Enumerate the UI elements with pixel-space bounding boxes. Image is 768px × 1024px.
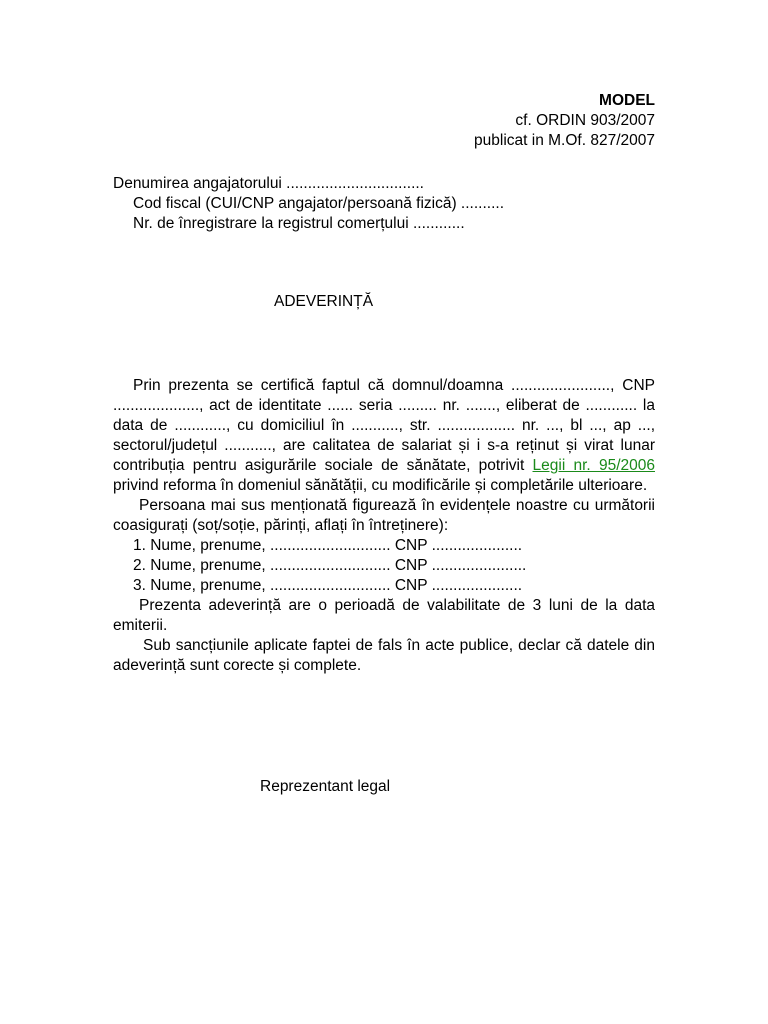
coinsured-paragraph: Persoana mai sus menționată figurează în evidențele noastre cu următorii coasigurați (soț/soție, părinți, aflați în întreținere): bbox=[113, 497, 655, 534]
model-label: MODEL bbox=[599, 92, 655, 109]
coinsured-item-2: 2. Nume, prenume, ............................ CNP ...................... bbox=[133, 557, 527, 574]
certification-text-end: privind reforma în domeniul sănătății, cu modificările și completările ulterioare. bbox=[113, 477, 648, 494]
publication-reference: publicat in M.Of. 827/2007 bbox=[474, 132, 655, 149]
validity-paragraph: Prezenta adeverință are o perioadă de valabilitate de 3 luni de la data emiterii. bbox=[113, 597, 655, 634]
document-body bbox=[113, 376, 655, 676]
employer-name-line: Denumirea angajatorului ................................ bbox=[113, 175, 424, 192]
legal-representative-label: Reprezentant legal bbox=[260, 778, 391, 795]
registry-number-line: Nr. de înregistrare la registrul comerțului ............ bbox=[133, 215, 465, 232]
document-title: ADEVERINȚĂ bbox=[274, 293, 374, 310]
coinsured-item-1: 1. Nume, prenume, ............................ CNP ..................... bbox=[133, 537, 523, 554]
certification-text-start: Prin prezenta se certifică faptul că domnul/doamna ......................., CNP ...................., act de identitate ...... seria ......... nr. ......., eliberat de ............ la data de ............, cu domiciliul în ..........., str. .................. nr. ..., bl ..., ap ..., sectorul/județul ..........., are calitatea de salariat și i s-a reținut și virat lunar contribuția pentru asigurările sociale de sănătate, potrivit bbox=[113, 377, 655, 474]
document-header bbox=[255, 91, 655, 151]
employer-block bbox=[113, 174, 655, 234]
law-link[interactable]: Legii nr. 95/2006 bbox=[532, 457, 655, 474]
order-reference: cf. ORDIN 903/2007 bbox=[515, 112, 655, 129]
declaration-paragraph: Sub sancțiunile aplicate faptei de fals în acte publice, declar că datele din adeverință sunt corecte și complete. bbox=[113, 637, 655, 674]
coinsured-item-3: 3. Nume, prenume, ............................ CNP ..................... bbox=[133, 577, 523, 594]
fiscal-code-line: Cod fiscal (CUI/CNP angajator/persoană fizică) .......... bbox=[133, 195, 505, 212]
certification-paragraph bbox=[113, 376, 655, 496]
